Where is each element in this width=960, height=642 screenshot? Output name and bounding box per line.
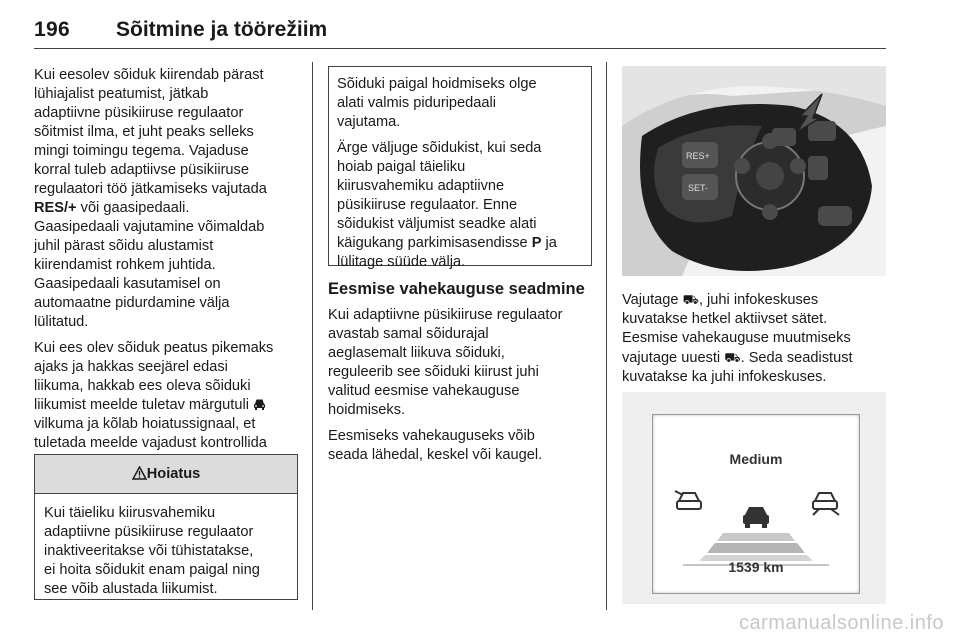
paragraph-resume: Kui eesolev sõiduk kiirendab pärast lühiajalist peatumist, jätkab adaptiivne püsikiiruse regulaator sõitmist ilma, et juht peaks selleks mingi toimingu tegema. Vajaduse korral tuleb adaptiivse püsikiiruse regulaatori töö jätkamiseks vajutada RES/+ või gaasipedaali. Gaasipedaali vajutamine võimaldab juhil pärast sõidu alustamist kiirendamist rohkem juhtida. Gaasipedaali kasutamisel on automaatne pidurdamine välja lülitatud. <box>34 67 267 330</box>
distance-setting-label: Medium <box>729 451 783 467</box>
park-position-label: P <box>531 235 542 251</box>
column-1 <box>34 66 298 479</box>
watermark: carmanualsonline.info <box>738 612 944 634</box>
display-screen <box>652 414 860 594</box>
page-header <box>34 8 886 50</box>
paragraph-reminder: Kui ees olev sõiduk peatus pikemaks ajaks ja hakkas seejärel edasi liikuma, hakkab ees oleva sõiduki liikumist meelde tuletav märgutuli vilkuma ja kõlab hoiatussignaal, et tuletada meelde vajadust kontrollida <box>34 340 274 451</box>
res-button-label: RES+ <box>686 151 710 161</box>
column-divider-2 <box>606 62 607 610</box>
info-paragraph-1: Sõiduki paigal hoidmiseks olge alati valmis piduripedaali vajutama. <box>337 76 537 130</box>
warning-header <box>35 455 297 494</box>
column-2-body <box>328 306 592 472</box>
center-car-icon <box>743 507 769 528</box>
steering-wheel-illustration <box>622 66 886 276</box>
warning-title: Hoiatus <box>146 466 201 482</box>
info-paragraph-2: Ärge väljuge sõidukist, kui seda hoiab paigal täieliku kiirusvahemiku adaptiivne püsikiiruse regulaator. Enne sõidukist väljumist seadke alati käigukang parkimisasendisse P ja lülitage süüde välja. <box>337 140 557 270</box>
chapter-title: Sõitmine ja töörežiim <box>116 18 328 41</box>
distance-button-icon: ⛟ <box>682 292 699 307</box>
set-button-label: SET- <box>688 183 709 193</box>
instruction-paragraph: Vajutage ⛟, juhi infokeskuses kuvatakse hetkel aktiivset sätet. Eesmise vahekauguse muutmiseks vajutage uuesti ⛟. Seda seadistust kuvatakse ka juhi infokeskuses. <box>622 292 853 385</box>
column-divider-1 <box>312 62 313 610</box>
gap-bar-medium <box>707 543 805 553</box>
section-title: Eesmise vahekauguse seadmine <box>328 280 585 298</box>
section-paragraph-2: Eesmiseks vahekauguseks võib seada lähedal, keskel või kaugel. <box>328 428 543 463</box>
warning-box <box>34 454 298 600</box>
vehicle-ahead-icon <box>253 398 266 410</box>
distance-button-icon: ⛟ <box>724 350 741 365</box>
left-car-icon <box>675 491 701 509</box>
res-plus-label: RES/+ <box>34 200 77 216</box>
header-divider <box>34 48 886 49</box>
info-box <box>328 66 592 270</box>
right-car-icon <box>813 493 839 515</box>
page-number: 196 <box>34 18 70 41</box>
warning-text: Kui täieliku kiirusvahemiku adaptiivne püsikiiruse regulaator inaktiveeritakse või tühistatakse, ei hoita sõidukit enam paigal ning see võib alustada liikumist. <box>44 505 260 597</box>
odometer-readout: 1539 km <box>728 559 784 575</box>
info-display-illustration <box>622 392 886 604</box>
gap-bar-near <box>717 533 795 541</box>
section-paragraph-1: Kui adaptiivne püsikiiruse regulaator avastab samal sõidurajal aeglasemalt liikuva sõiduki, reguleerib see sõiduki kiirust juhi valitud eesmise vahekauguse hoidmiseks. <box>328 307 563 418</box>
column-3 <box>622 290 886 394</box>
warning-triangle-icon <box>132 466 147 480</box>
